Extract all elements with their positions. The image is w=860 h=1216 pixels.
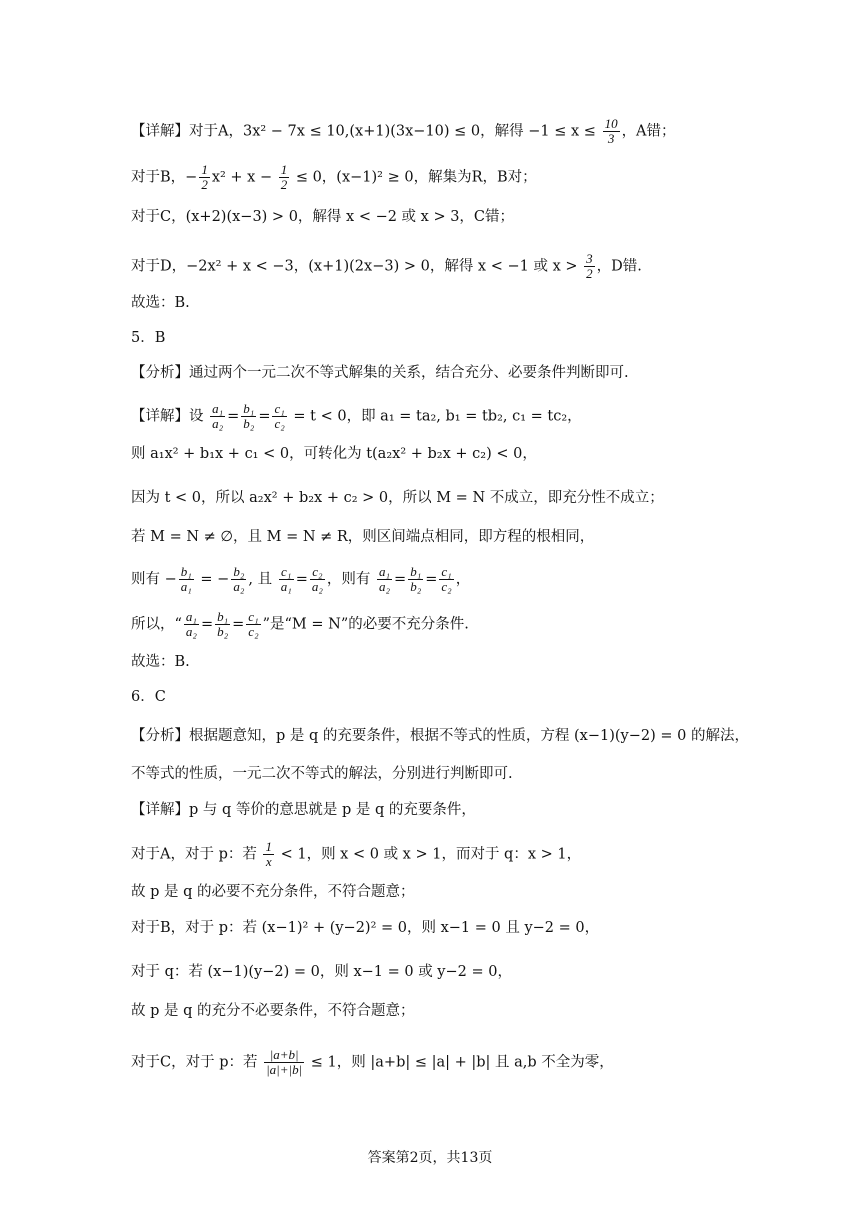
page-footer: 答案第2页，共13页 — [367, 1150, 493, 1166]
conclusion-line: 所以，“ $\frac{\text{a₁}}{\text{a₂}}$ = $\frac{\text{b₁}}{\text{b₂}}$ = $\frac{\text{c₁}}{\text{c₂}}$ ”是“M = N”的必要不充分条件. — [131, 609, 469, 639]
fraction-b2-a2: $\frac{\text{b₂}}{\text{a₂}}$ — [233, 564, 245, 594]
question-5-heading: 5．B — [131, 330, 166, 346]
detail-b-line: 对于B，− $\frac{1}{2}$ x² + x − $\frac{1}{2}$ ≤ 0，(x−1)² ≥ 0，解集为R，B对； — [131, 162, 537, 192]
fraction-1-2-b: $\frac{1}{2}$ — [280, 162, 288, 192]
fraction-1-2: $\frac{1}{2}$ — [201, 162, 208, 192]
fraction-3-2: $\frac{3}{2}$ — [586, 251, 593, 281]
detail-6-b-conclusion: 故 p 是 q 的充分不必要条件，不符合题意； — [131, 1003, 415, 1019]
fraction-a1-a2: $\frac{\text{a₁}}{\text{a₂}}$ — [212, 401, 224, 431]
ratio-line: 则有 − $\frac{\text{b₁}}{\text{a₁}}$ = − $\frac{\text{b₂}}{\text{a₂}}$ , 且 $\frac{\text{c₁}}{\text{a₁}}$ = $\frac{\text{c₂}}{\text{a₂}}$ ，则有 $\frac{\text{a₁}}{\text{a₂}}$ = $\frac{\text{b₁}}{\text{b₂}}$ = $\frac{\text{c₁}}{\text{c₂}}$ ， — [131, 564, 471, 594]
fraction-b1-b2: $\frac{\text{b₁}}{\text{b₂}}$ — [243, 401, 255, 431]
detail-6-intro: 【详解】p 与 q 等价的意思就是 p 是 q 的充要条件， — [131, 802, 476, 818]
analysis-6-line-1: 【分析】根据题意知，p 是 q 的充要条件，根据不等式的性质，方程 (x−1)(y−2) = 0 的解法， — [131, 728, 749, 744]
answer-5-line: 故选：B. — [131, 654, 190, 670]
detail-6-b-p: 对于B，对于 p：若 (x−1)² + (y−2)² = 0，则 x−1 = 0 且 y−2 = 0， — [131, 920, 600, 936]
transform-line: 则 a₁x² + b₁x + c₁ < 0，可转化为 t(a₂x² + b₂x + c₂) < 0， — [131, 446, 537, 462]
detail-5-line: 【详解】设 $\frac{\text{a₁}}{\text{a₂}}$ = $\frac{\text{b₁}}{\text{b₂}}$ = $\frac{\text{c₁}}{\text{c₂}}$ = t < 0，即 a₁ = ta₂, b₁ = tb₂, c₁ = tc₂， — [131, 401, 582, 431]
fraction-abs: $\frac{|a+b|}{|a|+|b|}$ — [266, 1047, 303, 1077]
detail-6-a-conclusion: 故 p 是 q 的必要不充分条件，不符合题意； — [131, 884, 415, 900]
answer-line: 故选：B. — [131, 295, 190, 311]
detail-a-line: 【详解】对于A，3x² − 7x ≤ 10,(x+1)(3x−10) ≤ 0，解得 −1 ≤ x ≤ $\frac{10}{3}$ ，A错； — [131, 116, 676, 146]
fraction-c1-a1: $\frac{\text{c₁}}{\text{a₁}}$ — [280, 564, 292, 594]
fraction-c1-c2: $\frac{\text{c₁}}{\text{c₂}}$ — [274, 401, 285, 431]
analysis-6-line-2: 不等式的性质，一元二次不等式的解法，分别进行判断即可. — [131, 766, 513, 782]
detail-6-b-q: 对于 q：若 (x−1)(y−2) = 0，则 x−1 = 0 或 y−2 = 0， — [131, 964, 512, 980]
analysis-5: 【分析】通过两个一元二次不等式解集的关系，结合充分、必要条件判断即可. — [131, 365, 629, 381]
because-line: 因为 t < 0，所以 a₂x² + b₂x + c₂ > 0，所以 M = N 不成立，即充分性不成立； — [131, 490, 664, 506]
detail-d-line: 对于D，−2x² + x < −3，(x+1)(2x−3) > 0，解得 x < −1 或 x > $\frac{3}{2}$ ，D错. — [131, 251, 642, 281]
detail-c-line: 对于C，(x+2)(x−3) > 0，解得 x < −2 或 x > 3，C错； — [131, 209, 515, 225]
fraction-c2-a2: $\frac{\text{c₂}}{\text{a₂}}$ — [311, 564, 323, 594]
detail-6-a: 对于A，对于 p：若 $\frac{1}{x}$ < 1，则 x < 0 或 x > 1，而对于 q：x > 1， — [131, 839, 582, 869]
fraction-b1-a1: $\frac{\text{b₁}}{\text{a₁}}$ — [180, 564, 192, 594]
if-line: 若 M = N ≠ ∅，且 M = N ≠ R，则区间端点相同，即方程的根相同， — [131, 529, 595, 545]
question-6-heading: 6．C — [131, 689, 166, 705]
fraction-10-3: $\frac{10}{3}$ — [604, 116, 618, 146]
detail-6-c: 对于C，对于 p：若 $\frac{|a+b|}{|a|+|b|}$ ≤ 1，则 |a+b| ≤ |a| + |b| 且 a,b 不全为零， — [131, 1047, 614, 1077]
fraction-1-x: $\frac{1}{x}$ — [265, 839, 272, 869]
